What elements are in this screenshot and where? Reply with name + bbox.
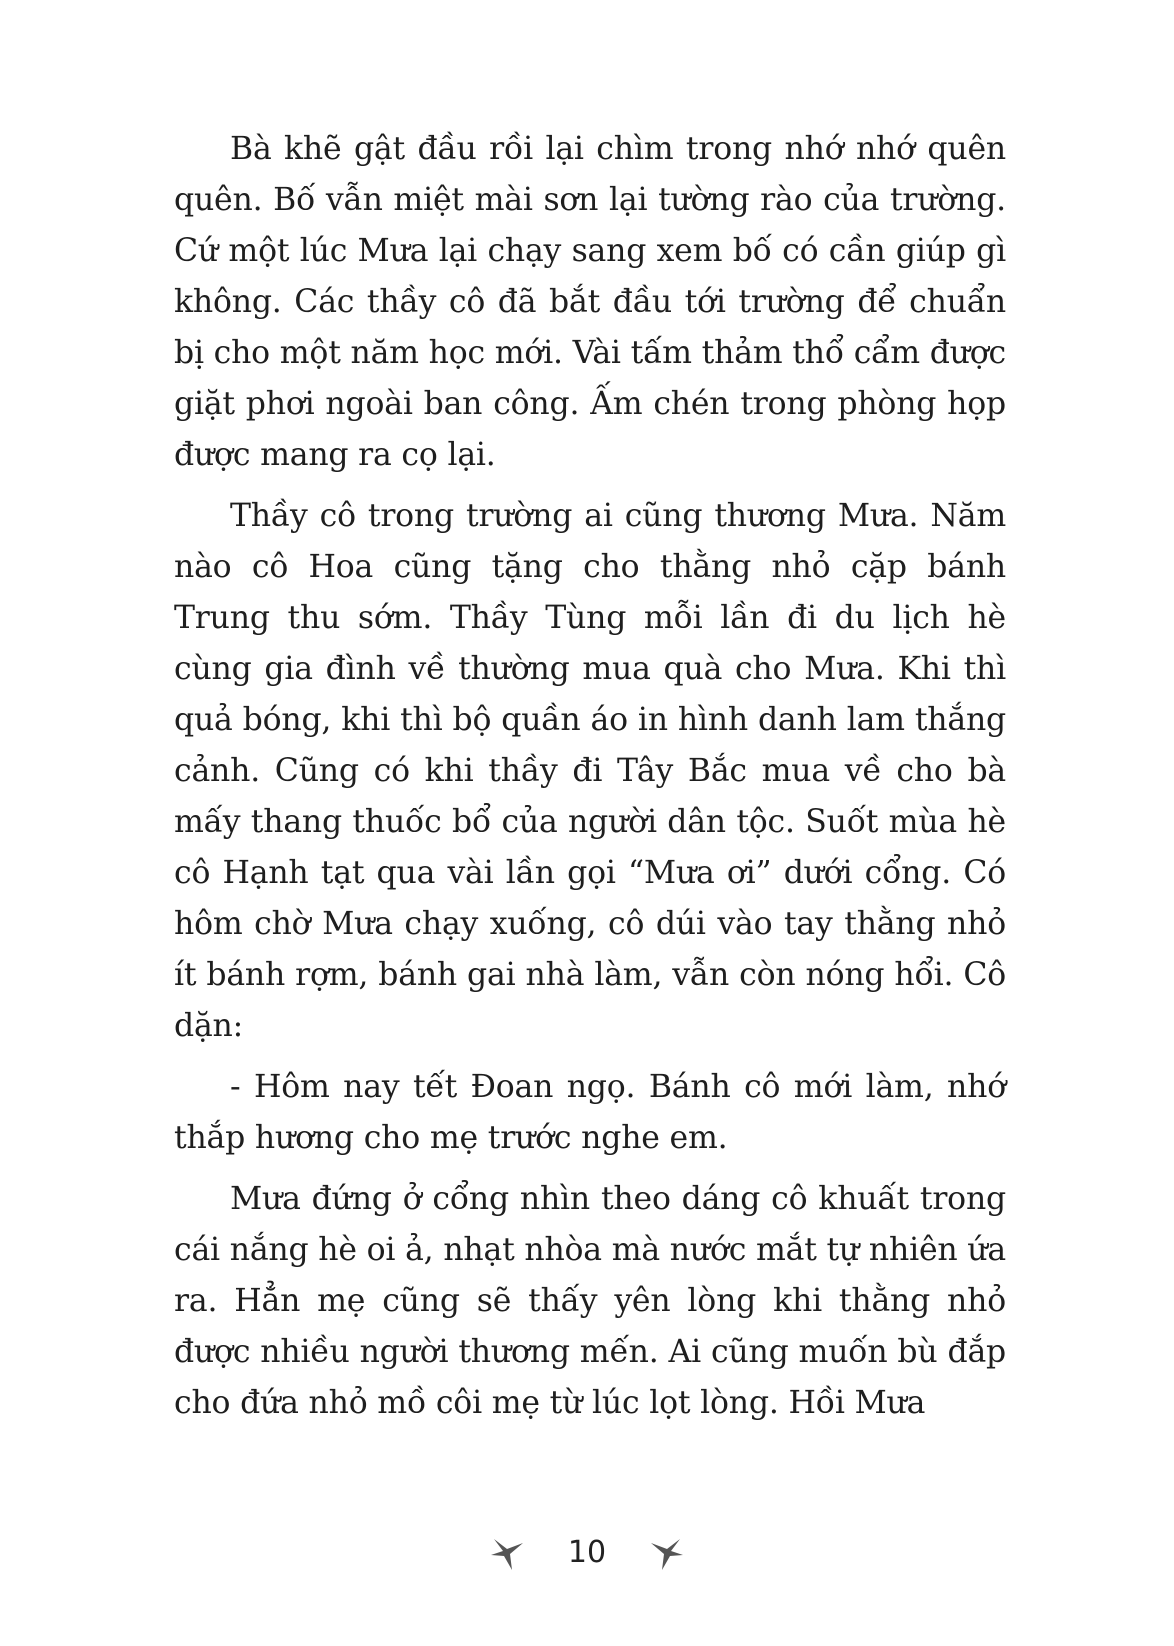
paragraph: Bà khẽ gật đầu rồi lại chìm trong nhớ nhớ quên quên. Bố vẫn miệt mài sơn lại tường rào của trường. Cứ một lúc Mưa lại chạy sang xem bố có cần giúp gì không. Các thầy cô đã bắt đầu tới trường để chuẩn bị cho một năm học mới. Vài tấm thảm thổ cẩm được giặt phơi ngoài ban công. Ấm chén trong phòng họp được mang ra cọ lại.: [174, 131, 1006, 473]
paragraph: Thầy cô trong trường ai cũng thương Mưa. Năm nào cô Hoa cũng tặng cho thằng nhỏ cặp bánh Trung thu sớm. Thầy Tùng mỗi lần đi du lịch hè cùng gia đình về thường mua quà cho Mưa. Khi thì quả bóng, khi thì bộ quần áo in hình danh lam thắng cảnh. Cũng có khi thầy đi Tây Bắc mua về cho bà mấy thang thuốc bổ của người dân tộc. Suốt mùa hè cô Hạnh tạt qua vài lần gọi “Mưa ơi” dưới cổng. Có hôm chờ Mưa chạy xuống, cô dúi vào tay thằng nhỏ ít bánh rợm, bánh gai nhà làm, vẫn còn nóng hổi. Cô dặn:: [174, 498, 1006, 1044]
star-icon: [488, 1533, 528, 1573]
page-footer: [0, 1528, 1174, 1578]
paragraph: - Hôm nay tết Đoan ngọ. Bánh cô mới làm, nhớ thắp hương cho mẹ trước nghe em.: [174, 1069, 1006, 1156]
star-icon: [646, 1533, 686, 1573]
paragraph: Mưa đứng ở cổng nhìn theo dáng cô khuất trong cái nắng hè oi ả, nhạt nhòa mà nước mắt tự nhiên ứa ra. Hẳn mẹ cũng sẽ thấy yên lòng khi thằng nhỏ được nhiều người thương mến. Ai cũng muốn bù đắp cho đứa nhỏ mồ côi mẹ từ lúc lọt lòng. Hồi Mưa: [174, 1181, 1006, 1421]
page-number: 10: [567, 1535, 607, 1570]
body-text: [174, 124, 1006, 1439]
